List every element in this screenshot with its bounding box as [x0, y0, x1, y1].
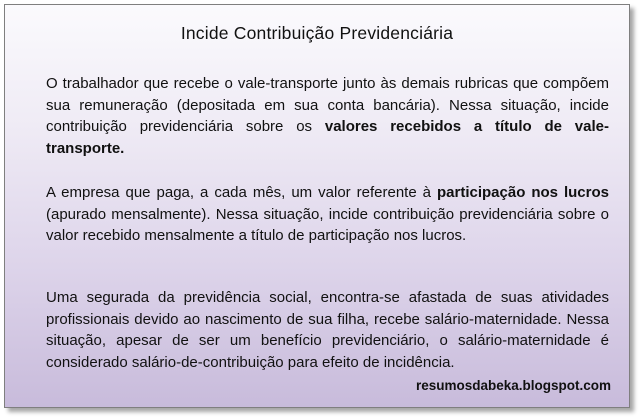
page-title: Incide Contribuição Previdenciária: [180, 23, 454, 43]
blog-url: resumosdabeka.blogspot.com: [415, 378, 611, 393]
paragraph-text: A empresa que paga, a cada mês, um valor referente à: [46, 184, 437, 201]
paragraph-participacao-lucros: [46, 182, 609, 247]
paragraph-salario-maternidade: [46, 287, 609, 373]
paragraph-vale-transporte: [46, 73, 609, 159]
content-card: [4, 4, 630, 408]
paragraph-text: Uma segurada da previdência social, encontra-se afastada de suas atividades profissionais devido ao nascimento de sua filha, recebe salário-maternidade. Nessa situação, apesar de ser um benefício previdenciário, o salário-maternidade é considerado salário-de-contribuição para efeito de incidência.: [46, 289, 609, 371]
paragraph-emphasis: participação nos lucros: [436, 184, 609, 201]
paragraph-text: (apurado mensalmente). Nessa situação, incide contribuição previdenciária sobre o valor recebido mensalmente a título de participação nos lucros.: [46, 205, 609, 244]
paragraph-emphasis: valores recebidos a título de vale-transporte.: [46, 118, 609, 157]
paragraph-text: O trabalhador que recebe o vale-transporte junto às demais rubricas que compõem sua remuneração (depositada em sua conta bancária). Nessa situação, incide contribuição previdenciária sobre os: [46, 75, 609, 135]
